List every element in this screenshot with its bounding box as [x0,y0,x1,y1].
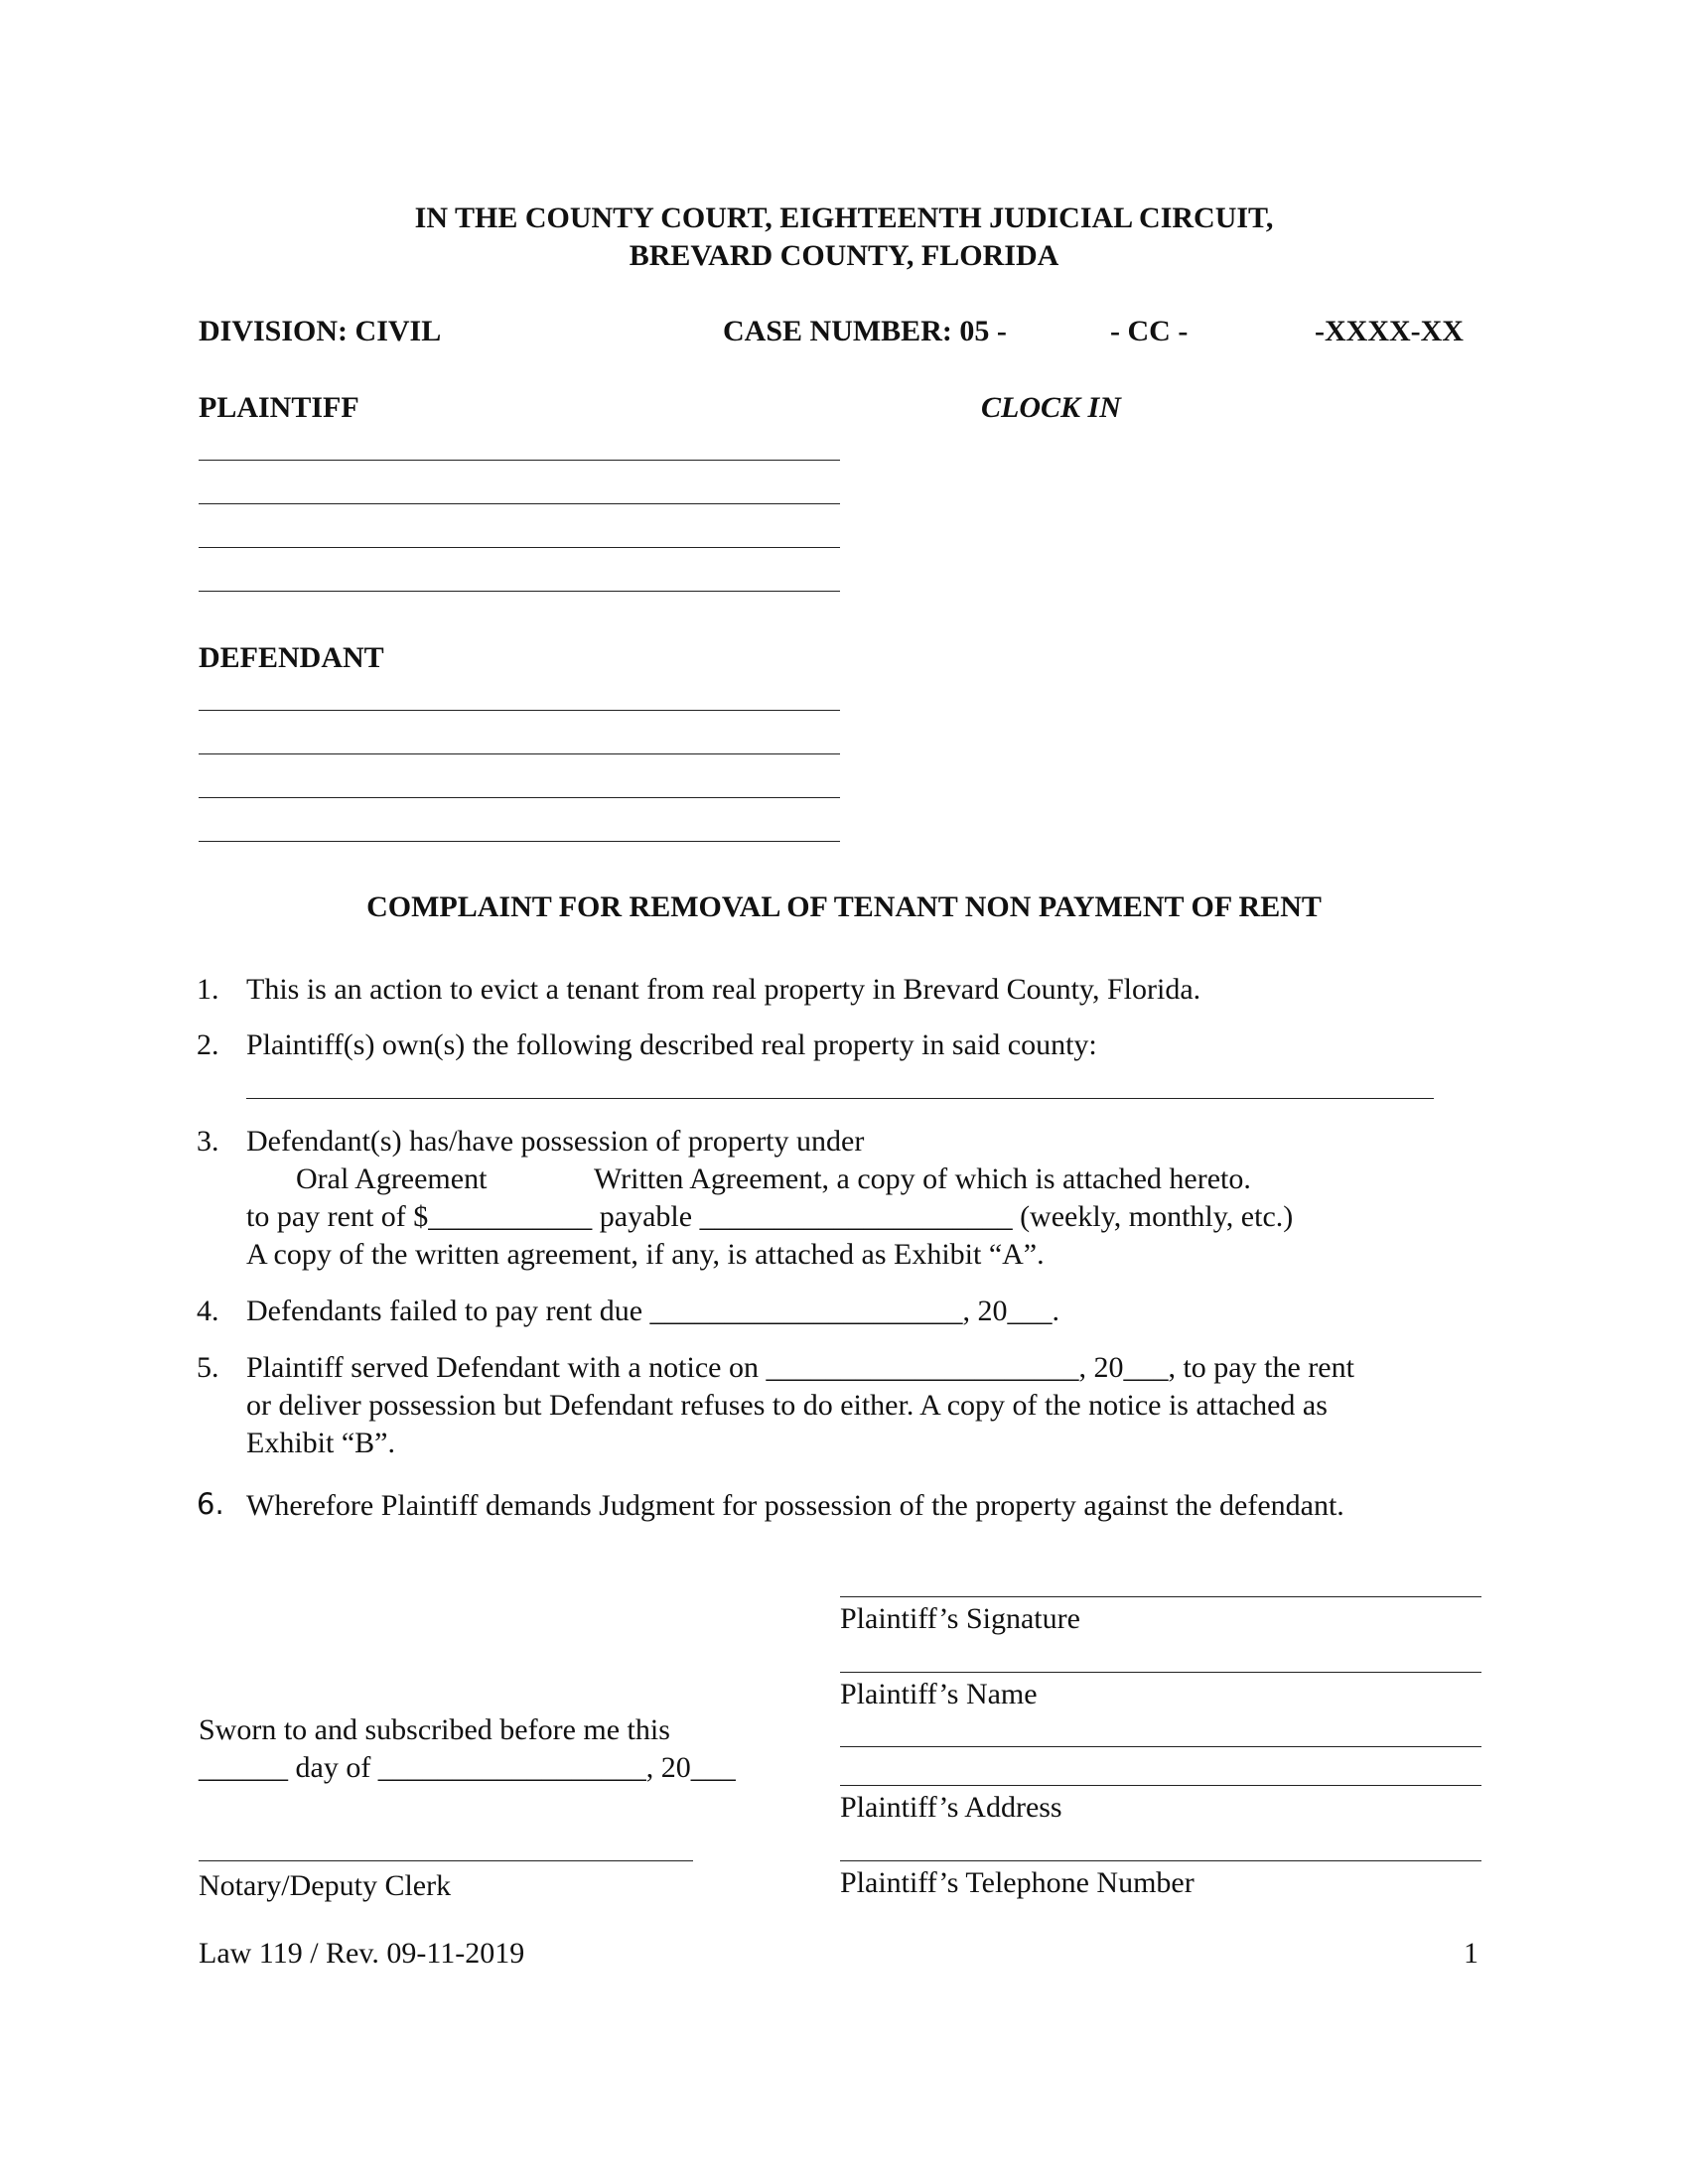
notary-signature-line[interactable] [199,1860,693,1861]
case-number-label: CASE NUMBER: 05 - [723,315,1007,347]
division-label: DIVISION: CIVIL [199,315,442,347]
item-4-text: Defendants failed to pay rent due _____________________, 20___. [246,1295,1060,1327]
telephone-line[interactable] [840,1860,1481,1861]
written-agreement-option[interactable]: Written Agreement, a copy of which is attached hereto. [594,1162,1251,1195]
defendant-line-4[interactable] [199,841,840,842]
address-line-1[interactable] [840,1746,1481,1747]
oral-agreement-option[interactable]: Oral Agreement [296,1162,488,1195]
item-2-text: Plaintiff(s) own(s) the following described real property in said county: [246,1028,1097,1061]
court-heading-line1: IN THE COUNTY COURT, EIGHTEENTH JUDICIAL CIRCUIT, [414,202,1274,234]
item-1-number: 1. [197,973,219,1006]
case-number-cc: - CC - [1110,315,1189,347]
item-2-number: 2. [197,1028,219,1061]
defendant-label: DEFENDANT [199,641,384,674]
item-5-text-line3: Exhibit “B”. [246,1427,395,1459]
item-3-exhibit-a: A copy of the written agreement, if any, is attached as Exhibit “A”. [246,1238,1045,1271]
form-revision: Law 119 / Rev. 09-11-2019 [199,1937,525,1970]
item-6-number: 6. [197,1487,224,1521]
signature-line[interactable] [840,1596,1481,1597]
sworn-date-line[interactable]: ______ day of __________________, 20___ [199,1751,736,1784]
item-3-text: Defendant(s) has/have possession of property under [246,1125,865,1158]
item-5-number: 5. [197,1351,219,1384]
item-3-number: 3. [197,1125,219,1158]
item-3-rent-line: to pay rent of $___________ payable _____________________ (weekly, monthly, etc.) [246,1200,1294,1233]
plaintiff-line-2[interactable] [199,503,840,504]
address-line-2[interactable] [840,1785,1481,1786]
plaintiff-label: PLAINTIFF [199,391,359,424]
sworn-statement: Sworn to and subscribed before me this [199,1713,670,1746]
plaintiff-signature-label: Plaintiff’s Signature [840,1602,1080,1635]
name-line[interactable] [840,1672,1481,1673]
defendant-line-3[interactable] [199,797,840,798]
court-heading-line2: BREVARD COUNTY, FLORIDA [629,239,1059,272]
notary-label: Notary/Deputy Clerk [199,1869,452,1902]
plaintiff-name-label: Plaintiff’s Name [840,1678,1038,1710]
item-6-text: Wherefore Plaintiff demands Judgment for possession of the property against the defendant. [246,1489,1344,1522]
plaintiff-line-4[interactable] [199,591,840,592]
plaintiff-line-1[interactable] [199,460,840,461]
clock-in-label: CLOCK IN [981,391,1121,424]
case-number-suffix: -XXXX-XX [1315,315,1464,347]
property-description-line[interactable] [246,1098,1434,1099]
plaintiff-telephone-label: Plaintiff’s Telephone Number [840,1866,1195,1899]
page-number: 1 [1464,1937,1478,1970]
defendant-line-2[interactable] [199,753,840,754]
item-1-text: This is an action to evict a tenant from real property in Brevard County, Florida. [246,973,1201,1006]
plaintiff-address-label: Plaintiff’s Address [840,1791,1062,1824]
complaint-title: COMPLAINT FOR REMOVAL OF TENANT NON PAYMENT OF RENT [366,890,1322,923]
item-5-text-line2: or deliver possession but Defendant refuses to do either. A copy of the notice is attached as [246,1389,1328,1422]
item-5-text-line1: Plaintiff served Defendant with a notice on _____________________, 20___, to pay the rent [246,1351,1354,1384]
defendant-line-1[interactable] [199,710,840,711]
plaintiff-line-3[interactable] [199,547,840,548]
item-4-number: 4. [197,1295,219,1327]
